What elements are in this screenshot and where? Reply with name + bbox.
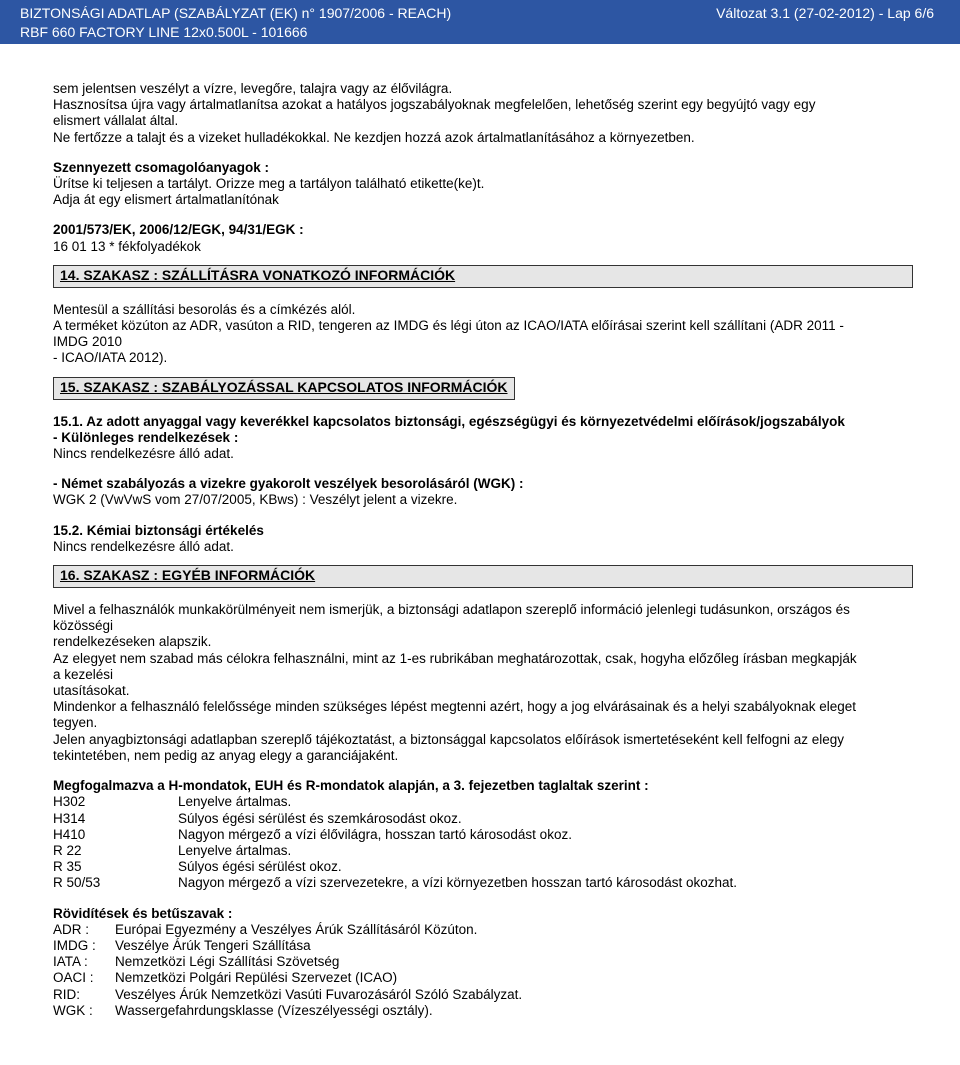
special-provisions-heading: - Különleges rendelkezések : (53, 429, 239, 445)
section-15-1-heading: 15.1. Az adott anyaggal vagy keverékkel kapcsolatos biztonsági, egészségügyi és környezetvédelmi előírások/jogszabályok (53, 413, 845, 429)
wgk-text: WGK 2 (VwVwS vom 27/07/2005, KBws) : Veszélyt jelent a vizekre. (53, 492, 458, 508)
abbreviation-code: OACI : (53, 970, 94, 986)
document-title: BIZTONSÁGI ADATLAP (SZABÁLYZAT (EK) n° 1907/2006 - REACH) (20, 5, 452, 21)
h-phrase-code: H302 (53, 794, 86, 810)
abbreviation-code: WGK : (53, 1002, 93, 1018)
h-phrase-code: H314 (53, 810, 86, 826)
packaging-line: Adja át egy elismert ártalmatlanítónak (53, 192, 279, 208)
other-info-line: utasításokat. (53, 683, 130, 699)
document-body (53, 81, 913, 1019)
abbreviation-row (53, 938, 913, 954)
other-info-line: tegyen. (53, 715, 98, 731)
intro-line: sem jelentsen veszélyt a vízre, levegőre, talajra vagy az élővilágra. (53, 81, 453, 96)
abbreviation-code: IATA : (53, 954, 88, 970)
abbreviation-text: Európai Egyezmény a Veszélyes Árúk Szállításáról Közúton. (115, 921, 478, 937)
waste-code-heading: 2001/573/EK, 2006/12/EGK, 94/31/EGK : (53, 222, 304, 238)
section-15-2-text: Nincs rendelkezésre álló adat. (53, 538, 234, 554)
special-provisions-text: Nincs rendelkezésre álló adat. (53, 446, 234, 462)
abbreviation-code: RID: (53, 986, 80, 1002)
h-phrase-code: R 22 (53, 842, 82, 858)
abbreviation-row (53, 987, 913, 1003)
abbreviation-text: Nemzetközi Légi Szállítási Szövetség (115, 954, 340, 970)
h-phrase-row (53, 843, 913, 859)
abbreviation-text: Wassergefahrdungsklasse (Vízeszélyességi osztály). (115, 1002, 433, 1018)
transport-line: A terméket közúton az ADR, vasúton a RID, tengeren az IMDG és légi úton az ICAO/IATA előírásai szerint kell szállítani (ADR 2011 - (53, 318, 844, 334)
h-phrase-row (53, 875, 913, 891)
abbreviation-row (53, 970, 913, 986)
h-phrase-code: R 35 (53, 859, 82, 875)
other-info-line: Mindenkor a felhasználó felelőssége minden szükséges lépést megtenni azért, hogy a jog elvárásainak és a helyi szabályoknak eleget (53, 699, 856, 715)
h-phrase-row (53, 811, 913, 827)
section-15-title: 15. SZAKASZ : SZABÁLYOZÁSSAL KAPCSOLATOS INFORMÁCIÓK (53, 377, 515, 400)
h-phrases-heading: Megfogalmazva a H-mondatok, EUH és R-mondatok alapján, a 3. fejezetben taglaltak szerint : (53, 778, 649, 794)
document-header (0, 0, 960, 44)
other-info-line: a kezelési (53, 666, 114, 682)
other-info-line: tekintetében, nem pedig az anyag elegy a garanciájaként. (53, 747, 399, 763)
other-info-line: Jelen anyagbiztonsági adatlapban szereplő tájékoztatást, a biztonsággal kapcsolatos előírások ismertetéseként kell felfogni az elegy (53, 731, 844, 747)
wgk-heading: - Német szabályozás a vizekre gyakorolt veszélyek besorolásáról (WGK) : (53, 476, 524, 492)
section-14-title: 14. SZAKASZ : SZÁLLÍTÁSRA VONATKOZÓ INFORMÁCIÓK (53, 265, 913, 288)
product-name: RBF 660 FACTORY LINE 12x0.500L - 101666 (20, 24, 308, 40)
abbreviation-row (53, 1003, 913, 1019)
waste-code-line: 16 01 13 * fékfolyadékok (53, 238, 201, 254)
section-16-title: 16. SZAKASZ : EGYÉB INFORMÁCIÓK (53, 565, 913, 588)
abbreviations-heading: Rövidítések és betűszavak : (53, 905, 233, 921)
transport-line: IMDG 2010 (53, 334, 123, 350)
abbreviation-row (53, 922, 913, 938)
abbreviation-code: IMDG : (53, 937, 96, 953)
h-phrase-text: Lenyelve ártalmas. (178, 794, 292, 810)
section-15-2-heading: 15.2. Kémiai biztonsági értékelés (53, 522, 264, 538)
abbreviation-code: ADR : (53, 921, 90, 937)
h-phrase-text: Lenyelve ártalmas. (178, 842, 292, 858)
h-phrase-row (53, 794, 913, 810)
version-page-info: Változat 3.1 (27-02-2012) - Lap 6/6 (716, 5, 934, 21)
abbreviation-text: Nemzetközi Polgári Repülési Szervezet (ICAO) (115, 970, 398, 986)
transport-line: - ICAO/IATA 2012). (53, 350, 168, 366)
h-phrase-text: Súlyos égési sérülést és szemkárosodást okoz. (178, 810, 462, 826)
intro-line: Hasznosítsa újra vagy ártalmatlanítsa azokat a hatályos jogszabályoknak megfelelően, lehetőség szerint egy begyújtó vagy egy (53, 97, 816, 113)
h-phrase-text: Nagyon mérgező a vízi élővilágra, hosszan tartó károsodást okoz. (178, 826, 572, 842)
h-phrase-code: H410 (53, 826, 86, 842)
h-phrase-text: Nagyon mérgező a vízi szervezetekre, a vízi környezetben hosszan tartó károsodást okozhat. (178, 875, 738, 891)
other-info-line: rendelkezéseken alapszik. (53, 634, 212, 650)
other-info-line: közösségi (53, 618, 114, 634)
abbreviation-row (53, 954, 913, 970)
packaging-heading: Szennyezett csomagolóanyagok : (53, 159, 270, 175)
abbreviation-text: Veszélye Árúk Tengeri Szállítása (115, 937, 311, 953)
transport-line: Mentesül a szállítási besorolás és a címkézés alól. (53, 301, 356, 317)
h-phrase-code: R 50/53 (53, 875, 101, 891)
other-info-line: Az elegyet nem szabad más célokra felhasználni, mint az 1-es rubrikában meghatározottak, csak, hogyha előzőleg írásban megkapják (53, 650, 857, 666)
packaging-line: Ürítse ki teljesen a tartályt. Orizze meg a tartályon található etikette(ke)t. (53, 176, 485, 192)
other-info-line: Mivel a felhasználók munkakörülményeit nem ismerjük, a biztonsági adatlapon szereplő információ jelenlegi tudásunkon, országos és (53, 602, 850, 618)
abbreviation-text: Veszélyes Árúk Nemzetközi Vasúti Fuvarozásáról Szóló Szabályzat. (115, 986, 523, 1002)
intro-line: elismert vállalat által. (53, 113, 179, 129)
h-phrase-row (53, 859, 913, 875)
h-phrase-text: Súlyos égési sérülést okoz. (178, 859, 342, 875)
intro-line: Ne fertőzze a talajt és a vizeket hulladékokkal. Ne kezdjen hozzá azok ártalmatlanításához a környezetben. (53, 129, 695, 145)
h-phrase-row (53, 827, 913, 843)
